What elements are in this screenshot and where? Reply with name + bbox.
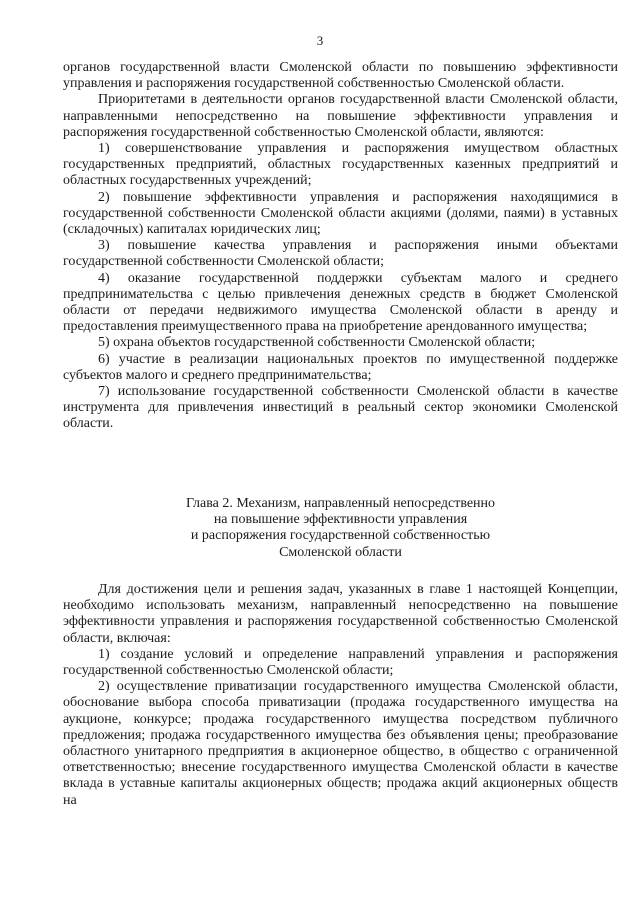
list-item-6: 6) участие в реализации национальных проектов по имущественной поддержке субъектов малого и среднего предпринимательства; xyxy=(63,351,618,383)
list-item-2: 2) повышение эффективности управления и распоряжения находящимися в государственной собственности Смоленской области акциями (долями, паями) в уставных (складочных) капиталах юридических лиц; xyxy=(63,189,618,238)
paragraph-mechanism-intro: Для достижения цели и решения задач, указанных в главе 1 настоящей Концепции, необходимо использовать механизм, направленный непосредственно на повышение эффективности управления и распоряжения государственной собственностью Смоленской области, включая: xyxy=(63,582,618,646)
paragraph-priorities-intro: Приоритетами в деятельности органов государственной власти Смоленской области, направленными непосредственно на повышение эффективности управления и распоряжения государственной собственностью Смоленской области, являются: xyxy=(63,92,618,140)
page-number: 3 xyxy=(316,33,324,48)
list-item-4: 4) оказание государственной поддержки субъектам малого и среднего предпринимательства с целью привлечения денежных средств в бюджет Смоленской области от передачи недвижимого имущества Смоленской области в аренду и предоставления преимущественного права на приобретение арендованного имущества; xyxy=(63,270,618,335)
list-item-1: 1) совершенствование управления и распоряжения имуществом областных государственных предприятий, областных государственных казенных предприятий и областных государственных учреждений; xyxy=(63,141,618,189)
heading-line: Глава 2. Механизм, направленный непосредственно xyxy=(185,496,496,511)
list-item-5: 5) охрана объектов государственной собственности Смоленской области; xyxy=(98,335,536,351)
chapter-2-heading xyxy=(63,496,618,561)
list-item-3: 3) повышение качества управления и распоряжения иными объектами государственной собственности Смоленской области; xyxy=(63,238,618,270)
chapter-2-body xyxy=(63,582,618,809)
mechanism-item-2: 2) осуществление приватизации государственного имущества Смоленской области, обоснование выбора способа приватизации (продажа государственного имущества на аукционе, конкурсе; продажа государственного имущества посредством публичного предложения; продажа государственного имущества без объявления цены; преобразование областного унитарного предприятия в акционерное общество, в общество с ограниченной ответственностью; внесение государственного имущества Смоленской области в качестве вклада в уставные капиталы акционерных обществ; продажа акций акционерных обществ на xyxy=(63,679,618,808)
section-1-body xyxy=(63,60,618,433)
heading-line: на повышение эффективности управления xyxy=(213,512,468,528)
heading-line: и распоряжения государственной собственностью xyxy=(190,528,491,544)
heading-line: Смоленской области xyxy=(279,544,402,560)
paragraph-continued: органов государственной власти Смоленской области по повышению эффективности управления и распоряжения государственной собственностью Смоленской области. xyxy=(63,60,618,92)
mechanism-item-1: 1) создание условий и определение направлений управления и распоряжения государственной собственностью Смоленской области; xyxy=(63,646,618,679)
list-item-7: 7) использование государственной собственности Смоленской области в качестве инструмента для привлечения инвестиций в реальный сектор экономики Смоленской области. xyxy=(63,384,618,432)
